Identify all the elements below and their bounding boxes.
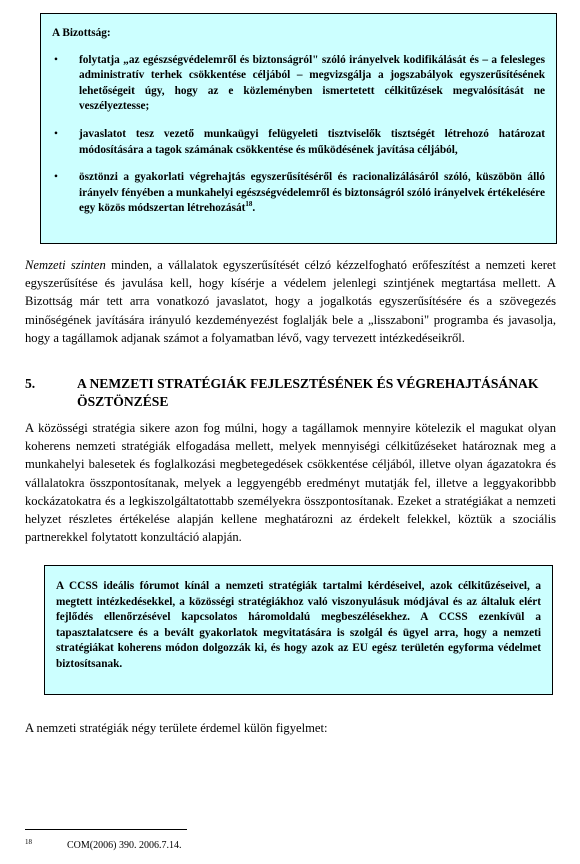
- body-paragraph-four-areas: A nemzeti stratégiák négy területe érdemel külön figyelmet:: [25, 721, 328, 735]
- list-item-text: ösztönzi a gyakorlati végrehajtás egyszerűsítéséről és racionalizálásáról szóló, küszöbön álló irányelv fényében a munkahelyi egészségvédelemről és biztonságról szóló irányelvek értékelésére egy közös módszertan létrehozását: [79, 171, 545, 215]
- body-paragraph-strategy: A közösségi stratégia sikere azon fog múlni, hogy a tagállamok mennyire kötelezik el magukat olyan koherens nemzeti stratégiák elfogadása mellett, melyek mennyiségi célkitűzéseket határoznak meg a munkahelyi balesetek és foglalkozási megbetegedések csökkentése céljából, illetve olyan ágazatokra és vállalatokra összpontosítanak, melyek a leggyengébb eredményt mutatják fel, illetve a leggyakoribbb kockázatokatra és a legkiszolgáltatottabb személyekra összpontosítanak. Ezeket a stratégiákat a nemzeti helyzet részletes értékelése alapján kellene meghatározni az érdekelt felekkel, köztük a szociális partnerekkel folytatott konzultáció alapján.: [25, 421, 556, 545]
- list-item: [52, 170, 545, 217]
- commission-actions-list: [52, 53, 545, 217]
- box-title: A Bizottság:: [52, 27, 111, 39]
- section-title: A NEMZETI STRATÉGIÁK FEJLESZTÉSÉNEK ÉS VÉGREHAJTÁSÁNAK ÖSZTÖNZÉSE: [77, 376, 539, 409]
- section-number: 5.: [25, 376, 36, 391]
- paragraph-text: minden, a vállalatok egyszerűsítését célzó kézzelfogható erőfeszítést a nemzeti keret egyszerűsítése és javulása kell, hogy kísérje a védelem jelenlegi szintjének megtartása mellett. A Bizottság már tett arra vonatkozó javaslatot, hogy a jogalkotás egyszerűsítésére és a szövegezés minőségének javítására irányuló kezdeményezést foglalják bele a „lisszaboni" programba és javasolja, hogy a tagállamok adjanak számot a folyamatban lévő, vagy tervezett intézkedéseikről.: [25, 258, 556, 345]
- bullet-icon: •: [54, 127, 58, 140]
- list-item-end: .: [252, 202, 256, 215]
- list-item: [52, 127, 545, 158]
- footnote-number: 18: [25, 838, 32, 846]
- commission-actions-box: [40, 13, 557, 244]
- italic-lead: Nemzeti szinten: [25, 258, 106, 272]
- section-heading: [25, 375, 565, 411]
- list-item: [52, 53, 545, 115]
- footnote-text: COM(2006) 390. 2006.7.14.: [67, 840, 182, 851]
- list-item-text: javaslatot tesz vezető munkaügyi felügyeleti tisztviselők tisztségét létrehozó határozat módosítására a tagok számának csökkentése és működésének javítása céljából,: [79, 127, 545, 156]
- box-text: A CCSS ideális fórumot kínál a nemzeti stratégiák tartalmi kérdéseivel, azok célkitűzéseivel, a megtett intézkedésekkel, a közösségi stratégiákhoz való viszonyulásuk módjával és az általuk elért fejlődés ellenőrzésével kapcsolatos háromoldalú megbeszélésekhez. A CCSS ezenkívül a tapasztalatcsere és a bevált gyakorlatok megvitatására is szolgál és ügyel arra, hogy a nemzeti stratégiákat koherens módon dolgozzák ki, és hogy azok az EU egész területén egyforma védelmet biztosítsanak.: [56, 580, 541, 670]
- body-paragraph-national-level: [25, 256, 556, 347]
- footnote-separator: [25, 829, 187, 830]
- footnote-reference[interactable]: 18: [245, 200, 253, 209]
- bullet-icon: •: [54, 171, 58, 184]
- ccss-info-box: [44, 565, 553, 695]
- bullet-icon: •: [54, 53, 58, 66]
- list-item-text: folytatja „az egészségvédelemről és biztonságról" szóló irányelvek kodifikálását és – a felesleges administratív terhek csökkentése céljából – megvizsgálja a jogszabályok egyszerűsítésének lehetőségeit úgy, hogy az e közleményben ismertetett célkitűzések megvalósítását ne veszélyeztesse;: [79, 53, 545, 113]
